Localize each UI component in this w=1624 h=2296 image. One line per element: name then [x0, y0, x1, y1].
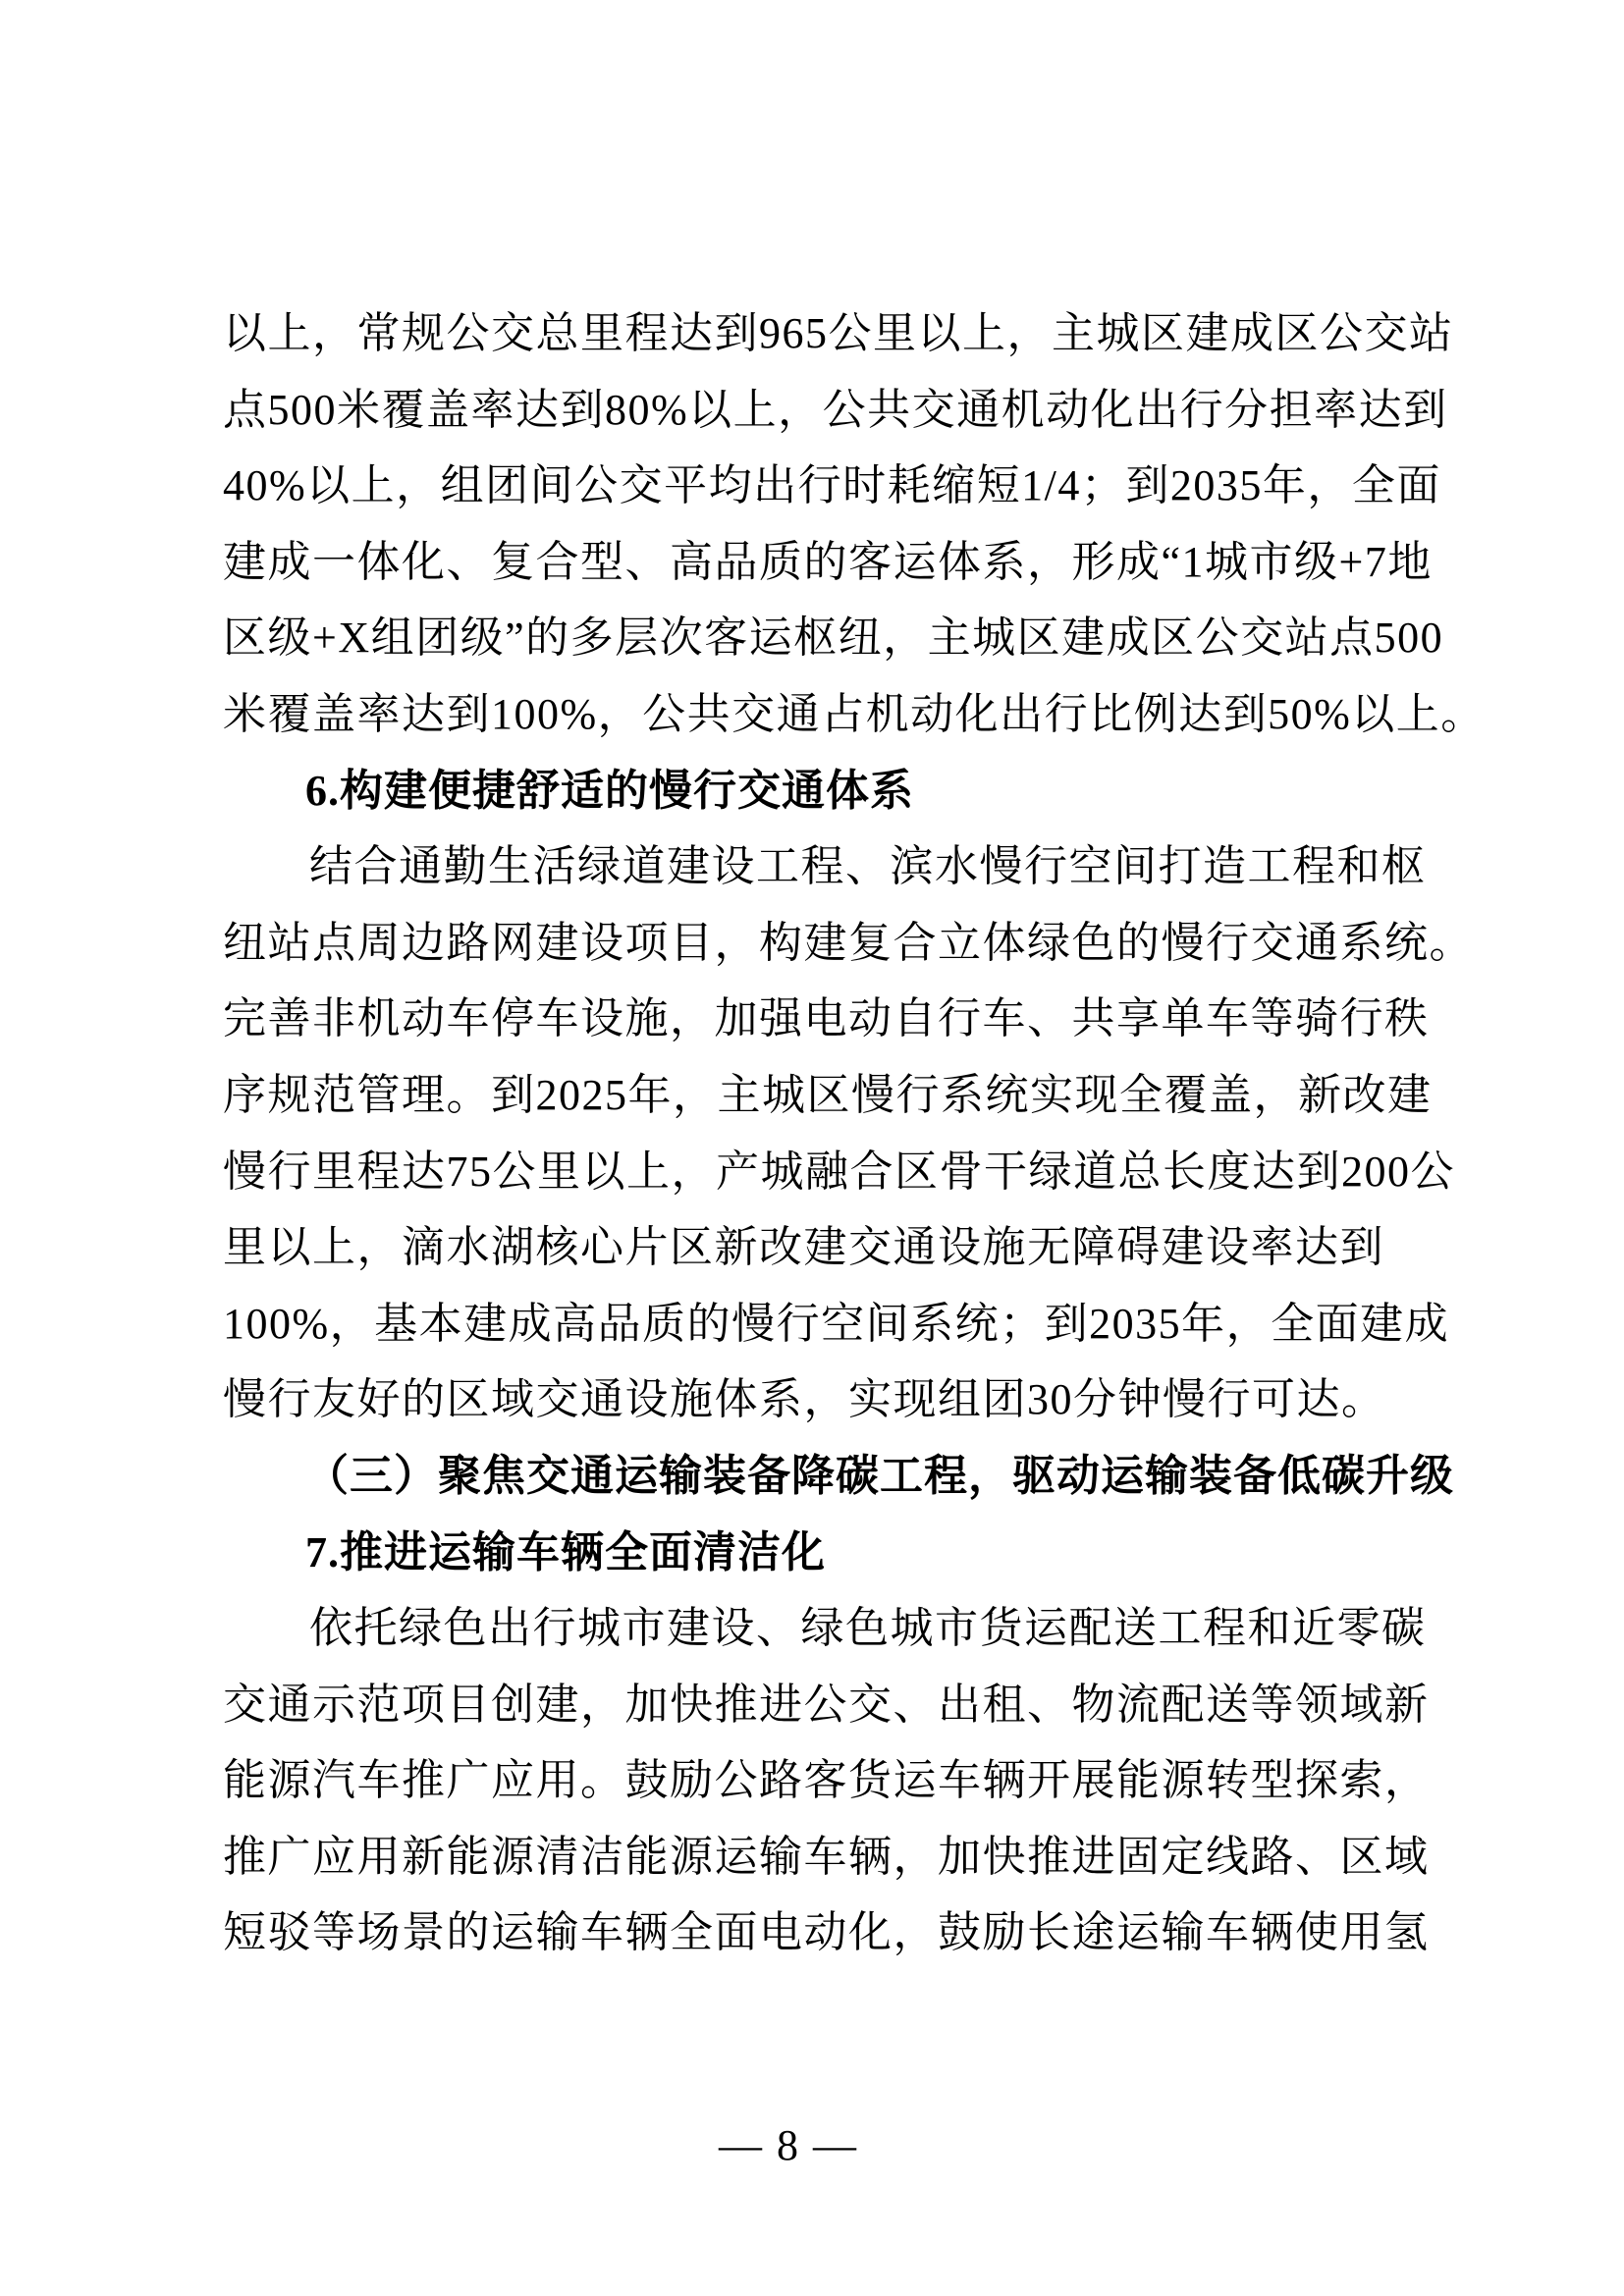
- text-line: 点500米覆盖率达到80%以上，公共交通机动化出行分担率达到: [223, 385, 1448, 434]
- text-line: 以上，常规公交总里程达到965公里以上，主城区建成区公交站: [223, 309, 1454, 357]
- text-line: 能源汽车推广应用。鼓励公路客货运车辆开展能源转型探索，: [223, 1756, 1430, 1805]
- text-line: 纽站点周边路网建设项目，构建复合立体绿色的慢行交通系统。: [223, 918, 1474, 967]
- paragraph-first-line: 依托绿色出行城市建设、绿色城市货运配送工程和近零碳: [309, 1604, 1427, 1653]
- subsection-heading-7: 7.推进运输车辆全面清洁化: [305, 1527, 826, 1576]
- text-line: 40%以上，组团间公交平均出行时耗缩短1/4；到2035年，全面: [223, 461, 1441, 510]
- text-line: 慢行友好的区域交通设施体系，实现组团30分钟慢行可达。: [223, 1375, 1386, 1424]
- text-line: 序规范管理。到2025年，主城区慢行系统实现全覆盖，新改建: [223, 1070, 1433, 1119]
- page-number: — 8 —: [719, 2121, 858, 2169]
- text-line: 区级+X组团级”的多层次客运枢纽，主城区建成区公交站点500: [223, 614, 1444, 663]
- text-line: 建成一体化、复合型、高品质的客运体系，形成“1城市级+7地: [223, 537, 1433, 586]
- text-block: [223, 295, 1486, 1971]
- text-line: 慢行里程达75公里以上，产城融合区骨干绿道总长度达到200公: [223, 1147, 1455, 1196]
- text-line: 推广应用新能源清洁能源运输车辆，加快推进固定线路、区域: [223, 1832, 1430, 1881]
- text-line: 米覆盖率达到100%，公共交通占机动化出行比例达到50%以上。: [223, 689, 1486, 738]
- section-heading-three: （三）聚焦交通运输装备降碳工程，驱动运输装备低碳升级: [305, 1451, 1454, 1500]
- subsection-heading-6: 6.构建便捷舒适的慢行交通体系: [305, 766, 914, 815]
- text-line: 完善非机动车停车设施，加强电动自行车、共享单车等骑行秩: [223, 994, 1430, 1043]
- text-line: 短驳等场景的运输车辆全面电动化，鼓励长途运输车辆使用氢: [223, 1908, 1430, 1957]
- text-line: 100%，基本建成高品质的慢行空间系统；到2035年，全面建成: [223, 1299, 1450, 1348]
- paragraph-first-line: 结合通勤生活绿道建设工程、滨水慢行空间打造工程和枢: [309, 842, 1427, 891]
- text-line: 交通示范项目创建，加快推进公交、出租、物流配送等领域新: [223, 1680, 1430, 1729]
- text-line: 里以上，滴水湖核心片区新改建交通设施无障碍建设率达到: [223, 1223, 1384, 1272]
